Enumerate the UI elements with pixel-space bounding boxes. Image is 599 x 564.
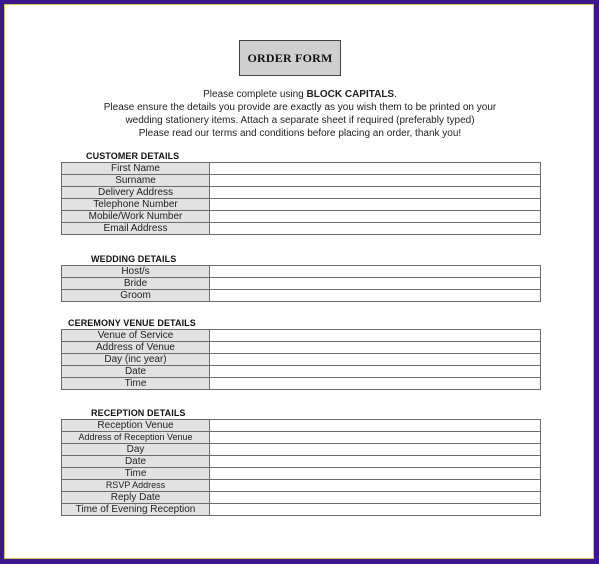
field-label: Venue of Service [62,330,210,342]
order-form-title: ORDER FORM [239,40,341,76]
ceremony-date-field[interactable] [210,366,541,378]
field-label: Delivery Address [62,187,210,199]
field-label: Email Address [62,223,210,235]
form-row [62,492,541,504]
intro-line-3: wedding stationery items. Attach a separate sheet if required (preferably typed) [125,115,475,126]
intro-line-4: Please read our terms and conditions before placing an order, thank you! [138,128,462,139]
form-row [62,378,541,390]
time-of-evening-reception-field[interactable] [210,504,541,516]
field-label: Surname [62,175,210,187]
wedding-details-table [61,265,541,302]
bride-field[interactable] [210,278,541,290]
first-name-field[interactable] [210,163,541,175]
form-row [62,223,541,235]
venue-of-service-field[interactable] [210,330,541,342]
reception-date-field[interactable] [210,456,541,468]
field-label: Time of Evening Reception [62,504,210,516]
mobile-work-number-field[interactable] [210,211,541,223]
reception-time-field[interactable] [210,468,541,480]
form-row [62,468,541,480]
form-row [62,420,541,432]
form-row [62,187,541,199]
reception-day-field[interactable] [210,444,541,456]
field-label: Telephone Number [62,199,210,211]
field-label: First Name [62,163,210,175]
field-label: Reply Date [62,492,210,504]
customer-details-table [61,162,541,235]
customer-details-heading: CUSTOMER DETAILS [86,151,180,161]
wedding-details-heading: WEDDING DETAILS [91,254,177,264]
field-label: RSVP Address [62,480,210,492]
form-row [62,456,541,468]
telephone-number-field[interactable] [210,199,541,211]
form-row [62,199,541,211]
field-label: Time [62,378,210,390]
reception-details-table [61,419,541,516]
ceremony-time-field[interactable] [210,378,541,390]
field-label: Address of Reception Venue [62,432,210,444]
field-label: Groom [62,290,210,302]
form-row [62,366,541,378]
reception-details-heading: RECEPTION DETAILS [91,408,186,418]
address-of-venue-field[interactable] [210,342,541,354]
form-row [62,504,541,516]
form-row [62,266,541,278]
field-label: Date [62,366,210,378]
field-label: Date [62,456,210,468]
reception-venue-field[interactable] [210,420,541,432]
ceremony-venue-details-table [61,329,541,390]
field-label: Bride [62,278,210,290]
rsvp-address-field[interactable] [210,480,541,492]
form-row [62,175,541,187]
form-row [62,342,541,354]
field-label: Day [62,444,210,456]
address-of-reception-venue-field[interactable] [210,432,541,444]
form-row [62,163,541,175]
field-label: Time [62,468,210,480]
intro-line-1: Please complete using BLOCK CAPITALS. [203,89,397,100]
form-row [62,290,541,302]
field-label: Mobile/Work Number [62,211,210,223]
ceremony-venue-details-heading: CEREMONY VENUE DETAILS [68,318,196,328]
surname-field[interactable] [210,175,541,187]
reply-date-field[interactable] [210,492,541,504]
intro-text [40,88,560,140]
form-row [62,330,541,342]
form-row [62,480,541,492]
block-capitals-emphasis: BLOCK CAPITALS [306,89,395,100]
hosts-field[interactable] [210,266,541,278]
field-label: Address of Venue [62,342,210,354]
groom-field[interactable] [210,290,541,302]
form-row [62,211,541,223]
delivery-address-field[interactable] [210,187,541,199]
email-address-field[interactable] [210,223,541,235]
form-row [62,278,541,290]
field-label: Day (inc year) [62,354,210,366]
form-row [62,354,541,366]
form-row [62,432,541,444]
field-label: Host/s [62,266,210,278]
intro-line-2: Please ensure the details you provide are exactly as you wish them to be printed on your [103,102,497,113]
ceremony-day-field[interactable] [210,354,541,366]
form-row [62,444,541,456]
field-label: Reception Venue [62,420,210,432]
